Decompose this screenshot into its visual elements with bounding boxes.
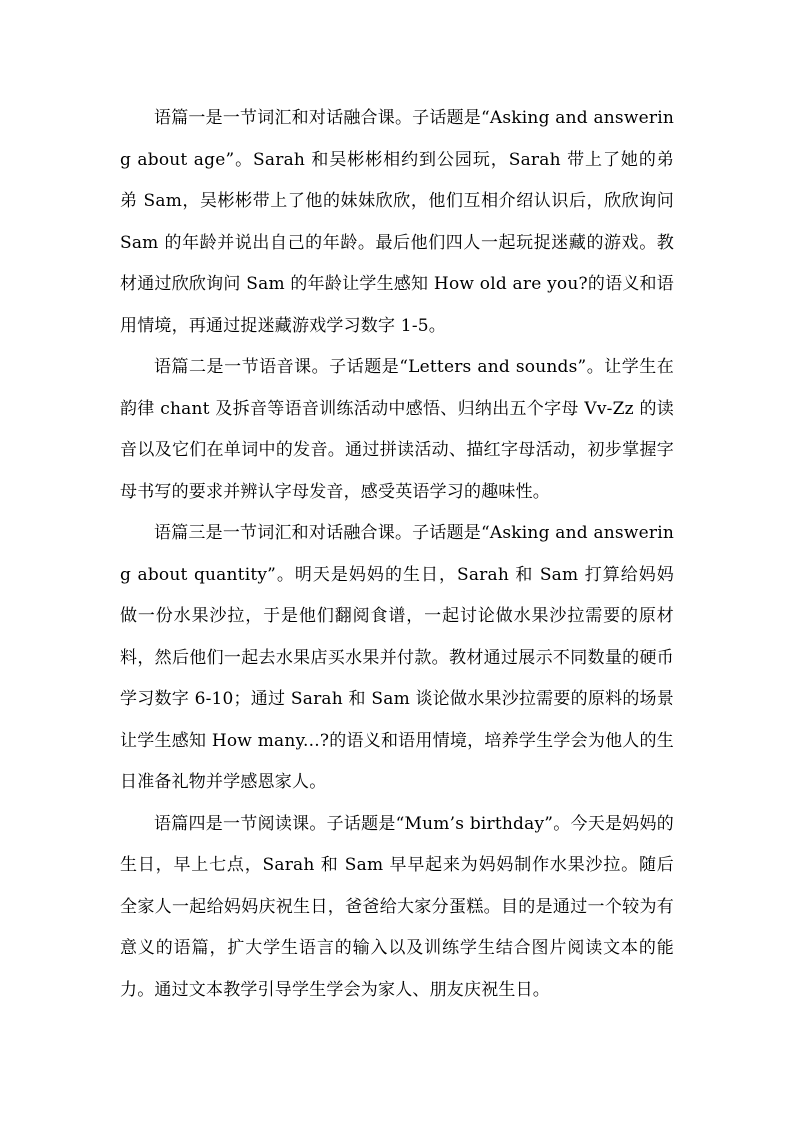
paragraph-lesson-4: 语篇四是一节阅读课。子话题是“Mum’s birthday”。今天是妈妈的生日，早上七点，Sarah 和 Sam 早早起来为妈妈制作水果沙拉。随后全家人一起给妈妈庆祝生日，爸爸给大家分蛋糕。目的是通过一个较为有意义的语篇，扩大学生语言的输入以及训练学生结合图片阅读文本的能力。通过文本教学引导学生学会为家人、朋友庆祝生日。: [120, 813, 674, 1000]
document-body: [120, 98, 674, 1011]
paragraph-lesson-2: 语篇二是一节语音课。子话题是“Letters and sounds”。让学生在韵律 chant 及拆音等语音训练活动中感悟、归纳出五个字母 Vv-Zz 的读音以及它们在单词中的发音。通过拼读活动、描红字母活动，初步掌握字母书写的要求并辨认字母发音，感受英语学习的趣味性。: [120, 357, 674, 502]
paragraph-lesson-3: 语篇三是一节词汇和对话融合课。子话题是“Asking and answering about quantity”。明天是妈妈的生日，Sarah 和 Sam 打算给妈妈做一份水果沙拉，于是他们翻阅食谱，一起讨论做水果沙拉需要的原材料，然后他们一起去水果店买水果并付款。教材通过展示不同数量的硬币学习数字 6-10；通过 Sarah 和 Sam 谈论做水果沙拉需要的原料的场景让学生感知 How many...?的语义和语用情境，培养学生学会为他人的生日准备礼物并学感恩家人。: [120, 523, 674, 792]
paragraph-lesson-1: 语篇一是一节词汇和对话融合课。子话题是“Asking and answering about age”。Sarah 和吴彬彬相约到公园玩，Sarah 带上了她的弟弟 Sam，吴彬彬带上了他的妹妹欣欣，他们互相介绍认识后，欣欣询问 Sam 的年龄并说出自己的年龄。最后他们四人一起玩捉迷藏的游戏。教材通过欣欣询问 Sam 的年龄让学生感知 How old are you?的语义和语用情境，再通过捉迷藏游戏学习数字 1-5。: [120, 108, 674, 336]
